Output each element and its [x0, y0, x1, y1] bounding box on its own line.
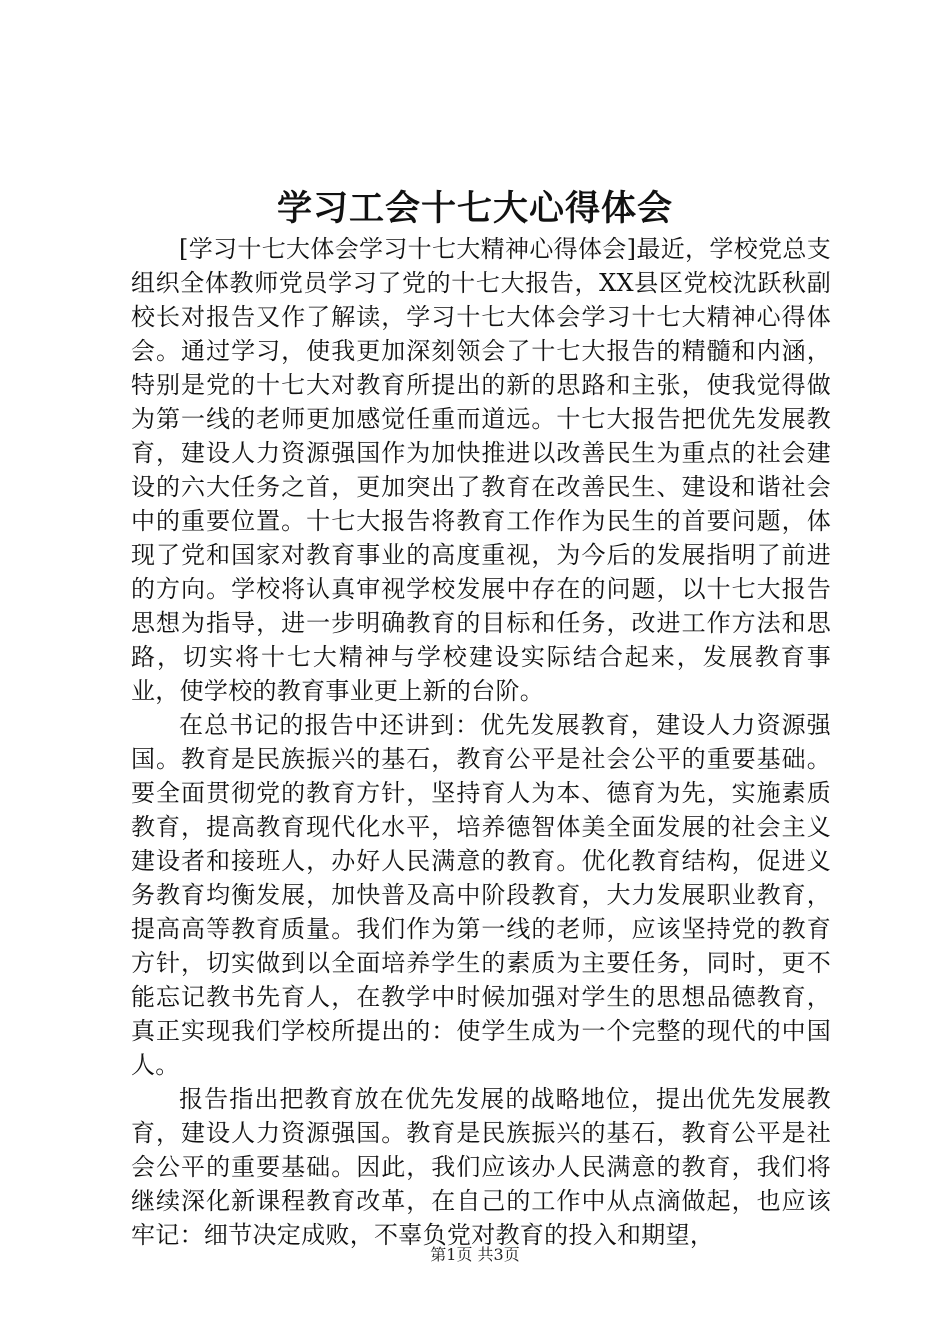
document-body [131, 232, 831, 1252]
page-number-footer: 第1页 共3页 [430, 1245, 520, 1264]
document-title: 学习工会十七大心得体会 [276, 188, 673, 229]
body-paragraph-3: 报告指出把教育放在优先发展的战略地位，提出优先发展教育，建设人力资源强国。教育是民族振兴的基石，教育公平是社会公平的重要基础。因此，我们应该办人民满意的教育，我们将继续深化新课程教育改革，在自己的工作中从点滴做起，也应该牢记：细节决定成败，不辜负党对教育的投入和期望， [131, 1085, 831, 1249]
body-paragraph-1: [学习十七大体会学习十七大精神心得体会]最近，学校党总支组织全体教师党员学习了党的十七大报告，XX县区党校沈跃秋副校长对报告又作了解读，学习十七大体会学习十七大精神心得体会。通过学习，使我更加深刻领会了十七大报告的精髓和内涵，特别是党的十七大对教育所提出的新的思路和主张，使我觉得做为第一线的老师更加感觉任重而道远。十七大报告把优先发展教育，建设人力资源强国作为加快推进以改善民生为重点的社会建设的六大任务之首，更加突出了教育在改善民生、建设和谐社会中的重要位置。十七大报告将教育工作作为民生的首要问题，体现了党和国家对教育事业的高度重视，为今后的发展指明了前进的方向。学校将认真审视学校发展中存在的问题，以十七大报告思想为指导，进一步明确教育的目标和任务，改进工作方法和思路，切实将十七大精神与学校建设实际结合起来，发展教育事业，使学校的教育事业更上新的台阶。 [131, 235, 831, 705]
body-paragraph-2: 在总书记的报告中还讲到：优先发展教育，建设人力资源强国。教育是民族振兴的基石，教育公平是社会公平的重要基础。要全面贯彻党的教育方针，坚持育人为本、德育为先，实施素质教育，提高教育现代化水平，培养德智体美全面发展的社会主义建设者和接班人，办好人民满意的教育。优化教育结构，促进义务教育均衡发展，加快普及高中阶段教育，大力发展职业教育，提高高等教育质量。我们作为第一线的老师，应该坚持党的教育方针，切实做到以全面培养学生的素质为主要任务，同时，更不能忘记教书先育人，在教学中时候加强对学生的思想品德教育，真正实现我们学校所提出的：使学生成为一个完整的现代的中国人。 [131, 711, 831, 1079]
